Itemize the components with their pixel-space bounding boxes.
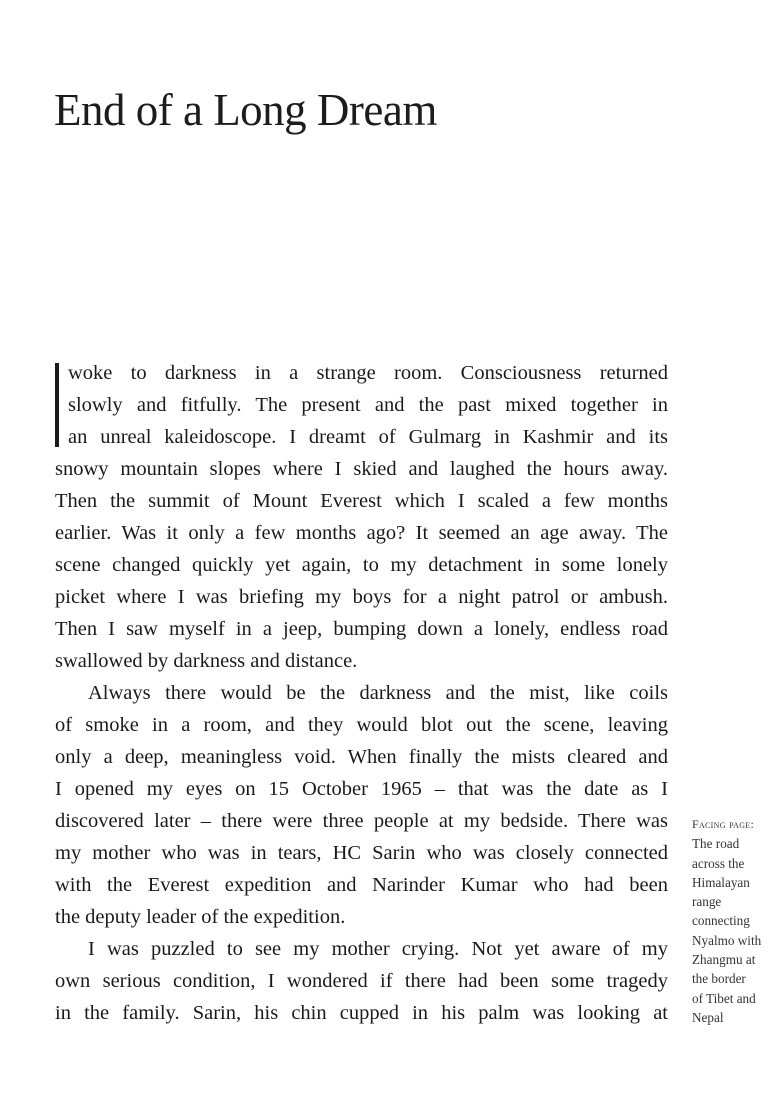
- text-line: discovered later – there were three people at my bedside. There was: [55, 810, 668, 832]
- caption-line: Himalayan: [692, 874, 750, 890]
- text-line: in the family. Sarin, his chin cupped in his palm was looking at: [55, 1002, 668, 1024]
- text-line: Then I saw myself in a jeep, bumping down a lonely, endless road: [55, 618, 668, 640]
- text-line: only a deep, meaningless void. When finally the mists cleared and: [55, 746, 668, 768]
- caption-label: Facing page:: [692, 817, 755, 831]
- text-line: my mother who was in tears, HC Sarin who was closely connected: [55, 842, 668, 864]
- text-line: an unreal kaleidoscope. I dreamt of Gulmarg in Kashmir and its: [68, 426, 668, 448]
- text-line: the deputy leader of the expedition.: [55, 906, 346, 928]
- text-line: slowly and fitfully. The present and the past mixed together in: [68, 394, 668, 416]
- caption-line: Nepal: [692, 1009, 724, 1025]
- text-line: I was puzzled to see my mother crying. Not yet aware of my: [88, 938, 668, 960]
- caption-line: the border: [692, 971, 746, 987]
- text-line: earlier. Was it only a few months ago? It seemed an age away. The: [55, 522, 668, 544]
- drop-cap: [55, 363, 59, 447]
- text-line: own serious condition, I wondered if there had been some tragedy: [55, 970, 668, 992]
- text-line: Then the summit of Mount Everest which I scaled a few months: [55, 490, 668, 512]
- caption-line: of Tibet and: [692, 990, 756, 1006]
- text-line: swallowed by darkness and distance.: [55, 650, 358, 672]
- body-text: [55, 357, 668, 1029]
- caption-line: across the: [692, 855, 745, 871]
- caption-line: Nyalmo with: [692, 932, 762, 948]
- text-line: picket where I was briefing my boys for a night patrol or ambush.: [55, 586, 668, 608]
- text-line: Always there would be the darkness and the mist, like coils: [88, 682, 668, 704]
- caption-line: connecting: [692, 913, 750, 929]
- caption-line: Zhangmu at: [692, 952, 756, 968]
- text-line: scene changed quickly yet again, to my detachment in some lonely: [55, 554, 668, 576]
- text-line: with the Everest expedition and Narinder Kumar who had been: [55, 874, 668, 896]
- text-line: of smoke in a room, and they would blot out the scene, leaving: [55, 714, 668, 736]
- caption-line: The road: [692, 836, 740, 852]
- caption-line: range: [692, 894, 722, 910]
- text-line: woke to darkness in a strange room. Consciousness returned: [68, 362, 668, 384]
- text-line: I opened my eyes on 15 October 1965 – that was the date as I: [55, 778, 668, 800]
- chapter-title: End of a Long Dream: [54, 85, 437, 135]
- text-line: snowy mountain slopes where I skied and laughed the hours away.: [55, 458, 668, 480]
- sidebar-caption: [692, 815, 777, 1027]
